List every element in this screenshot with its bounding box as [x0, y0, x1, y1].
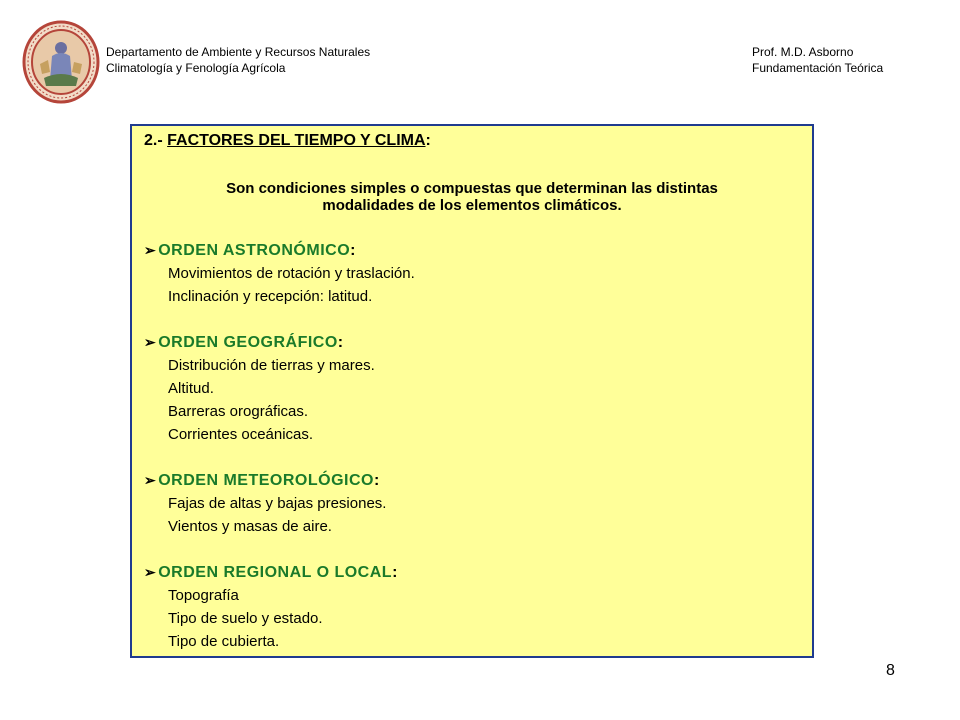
section-heading-colon: :: [350, 242, 356, 259]
document-section: Fundamentación Teórica: [752, 61, 884, 75]
arrow-bullet-icon: ➢: [144, 472, 157, 488]
section-heading-text: ORDEN GEOGRÁFICO: [158, 334, 338, 351]
section-heading-colon: :: [392, 564, 398, 581]
list-item: Inclinación y recepción: latitud.: [168, 288, 373, 305]
list-item: Tipo de suelo y estado.: [168, 610, 323, 627]
section-regional: [144, 560, 398, 653]
section-heading-text: ORDEN ASTRONÓMICO: [158, 242, 351, 259]
list-item: Distribución de tierras y mares.: [168, 357, 375, 374]
list-item: Topografía: [168, 587, 239, 604]
list-item: Barreras orográficas.: [168, 403, 309, 420]
list-item: Movimientos de rotación y traslación.: [168, 265, 415, 282]
section-meteorologico: [144, 468, 386, 538]
section-geografico: [144, 330, 375, 446]
title-text: FACTORES DEL TIEMPO Y CLIMA: [167, 132, 426, 149]
list-item: Fajas de altas y bajas presiones.: [168, 495, 387, 512]
section-heading-colon: :: [373, 472, 380, 489]
section-heading: [144, 238, 415, 262]
list-item: Corrientes oceánicas.: [168, 426, 314, 443]
header-left: [106, 44, 370, 76]
arrow-bullet-icon: ➢: [144, 242, 157, 258]
section-items: [168, 354, 375, 446]
section-heading: [144, 560, 398, 584]
intro-paragraph: [132, 180, 812, 214]
section-astronomico: [144, 238, 415, 308]
intro-line: Son condiciones simples o compuestas que determinan las distintas: [226, 180, 718, 197]
section-heading-colon: :: [337, 334, 344, 351]
section-heading: [144, 330, 375, 354]
arrow-bullet-icon: ➢: [144, 334, 157, 350]
list-item: Tipo de cubierta.: [168, 633, 280, 650]
list-item: Vientos y masas de aire.: [168, 518, 332, 535]
content-box: [130, 124, 814, 658]
professor-name: Prof. M.D. Asborno: [752, 45, 854, 59]
section-items: [168, 584, 398, 653]
title-number: 2.-: [144, 132, 168, 149]
list-item: Altitud.: [168, 380, 214, 397]
university-seal-icon: [22, 20, 100, 104]
intro-line: modalidades de los elementos climáticos.: [322, 197, 622, 214]
title-colon: :: [425, 132, 431, 149]
header-right: [752, 44, 883, 76]
section-heading-text: ORDEN METEOROLÓGICO: [158, 472, 374, 489]
section-heading-text: ORDEN REGIONAL O LOCAL: [158, 564, 393, 581]
section-items: [168, 262, 415, 308]
arrow-bullet-icon: ➢: [144, 564, 157, 580]
section-items: [168, 492, 386, 538]
course-name: Climatología y Fenología Agrícola: [106, 61, 286, 75]
department-name: Departamento de Ambiente y Recursos Naturales: [106, 45, 371, 59]
section-heading: [144, 468, 386, 492]
page-number: 8: [886, 662, 895, 679]
section-title: [144, 132, 431, 150]
